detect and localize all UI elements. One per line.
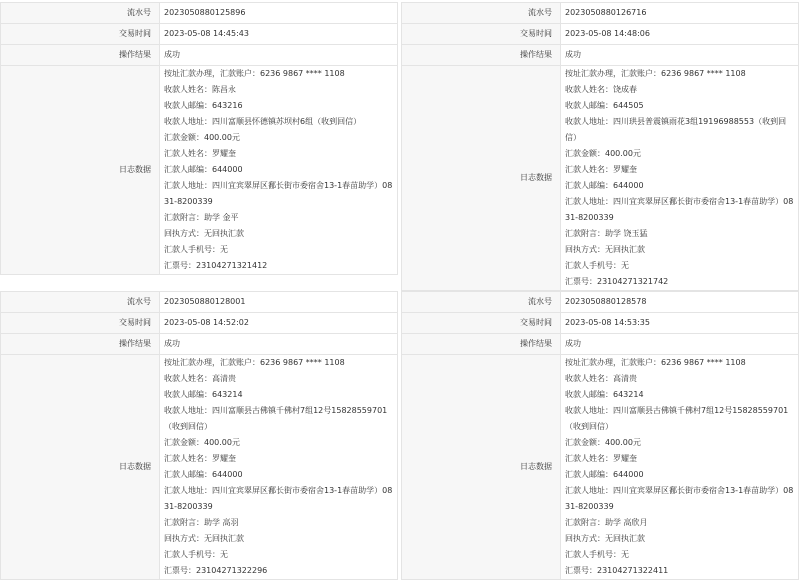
log-line: 汇款附言：助学 高欣月 — [565, 518, 648, 527]
log-line: 汇款人地址：四川宜宾翠屏区鄱长街市委宿舍13-1春苗助学）0831-8200339 — [164, 486, 393, 511]
log-line: 汇款人姓名：罗耀奎 — [565, 165, 637, 174]
log-label: 日志数据 — [1, 355, 160, 580]
time-label: 交易时间 — [1, 24, 160, 45]
log-label: 日志数据 — [402, 66, 561, 291]
log-line: 汇款金额：400.00元 — [164, 133, 240, 142]
log-line: 收款人地址：四川富顺县古佛镇千佛村7组12号15828559701（收到回信） — [164, 406, 388, 431]
serial-value: 2023050880128578 — [561, 292, 799, 313]
result-label: 操作结果 — [402, 334, 561, 355]
log-line: 收款人姓名：高清贵 — [164, 374, 236, 383]
log-line: 收款人姓名：高清贵 — [565, 374, 637, 383]
log-line: 汇款附言：助学 高羽 — [164, 518, 239, 527]
serial-label: 流水号 — [1, 292, 160, 313]
log-line: 汇款金额：400.00元 — [565, 149, 641, 158]
log-line: 回执方式：无回执汇款 — [164, 534, 244, 543]
log-line: 收款人邮编：643216 — [164, 101, 243, 110]
log-line: 汇款人地址：四川宜宾翠屏区鄱长街市委宿舍13-1春苗助学）0831-8200339 — [565, 197, 794, 222]
time-value: 2023-05-08 14:53:35 — [561, 313, 799, 334]
log-line: 按址汇款办理，汇款账户：6236 9867 **** 1108 — [565, 358, 746, 367]
record-card — [401, 2, 799, 291]
log-line: 汇款人邮编：644000 — [164, 470, 243, 479]
log-line: 汇款人地址：四川宜宾翠屏区鄱长街市委宿舍13-1春苗助学）0831-8200339 — [565, 486, 794, 511]
time-value: 2023-05-08 14:52:02 — [160, 313, 398, 334]
log-line: 汇票号：23104271322411 — [565, 566, 669, 575]
log-line: 收款人邮编：643214 — [164, 390, 243, 399]
result-value: 成功 — [160, 334, 398, 355]
serial-label: 流水号 — [402, 292, 561, 313]
log-line: 收款人地址：四川珙县普震镇雨花3组19196988553（收到回信） — [565, 117, 787, 142]
time-value: 2023-05-08 14:48:06 — [561, 24, 799, 45]
serial-label: 流水号 — [402, 3, 561, 24]
log-line: 汇款附言：助学 金平 — [164, 213, 239, 222]
record-card — [0, 291, 398, 580]
time-label: 交易时间 — [1, 313, 160, 334]
log-line: 收款人地址：四川富顺县怀德镇苏坝村6组（收到回信） — [164, 117, 362, 126]
log-line: 收款人邮编：643214 — [565, 390, 644, 399]
log-data — [160, 66, 398, 275]
log-line: 按址汇款办理，汇款账户：6236 9867 **** 1108 — [164, 358, 345, 367]
log-line: 收款人地址：四川富顺县古佛镇千佛村7组12号15828559701（收到回信） — [565, 406, 789, 431]
log-line: 收款人姓名：饶成春 — [565, 85, 637, 94]
result-value: 成功 — [561, 334, 799, 355]
record-card — [0, 2, 398, 275]
serial-value: 2023050880128001 — [160, 292, 398, 313]
serial-label: 流水号 — [1, 3, 160, 24]
time-label: 交易时间 — [402, 313, 561, 334]
log-line: 汇款人手机号：无 — [164, 245, 228, 254]
log-line: 汇款人姓名：罗耀奎 — [164, 149, 236, 158]
log-data — [561, 355, 799, 580]
log-line: 汇票号：23104271321742 — [565, 277, 669, 286]
serial-value: 2023050880125896 — [160, 3, 398, 24]
log-line: 收款人姓名：陈昌永 — [164, 85, 236, 94]
log-label: 日志数据 — [402, 355, 561, 580]
time-value: 2023-05-08 14:45:43 — [160, 24, 398, 45]
result-value: 成功 — [160, 45, 398, 66]
log-line: 收款人邮编：644505 — [565, 101, 644, 110]
log-line: 汇款人邮编：644000 — [565, 181, 644, 190]
log-line: 按址汇款办理，汇款账户：6236 9867 **** 1108 — [164, 69, 345, 78]
record-card — [401, 291, 799, 580]
log-line: 回执方式：无回执汇款 — [164, 229, 244, 238]
log-line: 汇款附言：助学 饶玉猛 — [565, 229, 648, 238]
log-line: 汇款人手机号：无 — [565, 261, 629, 270]
log-line: 汇款人邮编：644000 — [565, 470, 644, 479]
log-line: 汇款人姓名：罗耀奎 — [565, 454, 637, 463]
log-label: 日志数据 — [1, 66, 160, 275]
log-line: 汇款人手机号：无 — [565, 550, 629, 559]
log-line: 回执方式：无回执汇款 — [565, 245, 645, 254]
log-data — [160, 355, 398, 580]
log-line: 汇款人地址：四川宜宾翠屏区鄱长街市委宿舍13-1春苗助学）0831-8200339 — [164, 181, 393, 206]
log-line: 按址汇款办理，汇款账户：6236 9867 **** 1108 — [565, 69, 746, 78]
log-line: 汇票号：23104271322296 — [164, 566, 268, 575]
log-data — [561, 66, 799, 291]
serial-value: 2023050880126716 — [561, 3, 799, 24]
log-line: 汇款金额：400.00元 — [164, 438, 240, 447]
result-label: 操作结果 — [1, 45, 160, 66]
log-line: 汇款人姓名：罗耀奎 — [164, 454, 236, 463]
time-label: 交易时间 — [402, 24, 561, 45]
log-line: 汇款金额：400.00元 — [565, 438, 641, 447]
log-line: 回执方式：无回执汇款 — [565, 534, 645, 543]
result-value: 成功 — [561, 45, 799, 66]
log-line: 汇票号：23104271321412 — [164, 261, 268, 270]
log-line: 汇款人邮编：644000 — [164, 165, 243, 174]
result-label: 操作结果 — [402, 45, 561, 66]
log-line: 汇款人手机号：无 — [164, 550, 228, 559]
result-label: 操作结果 — [1, 334, 160, 355]
